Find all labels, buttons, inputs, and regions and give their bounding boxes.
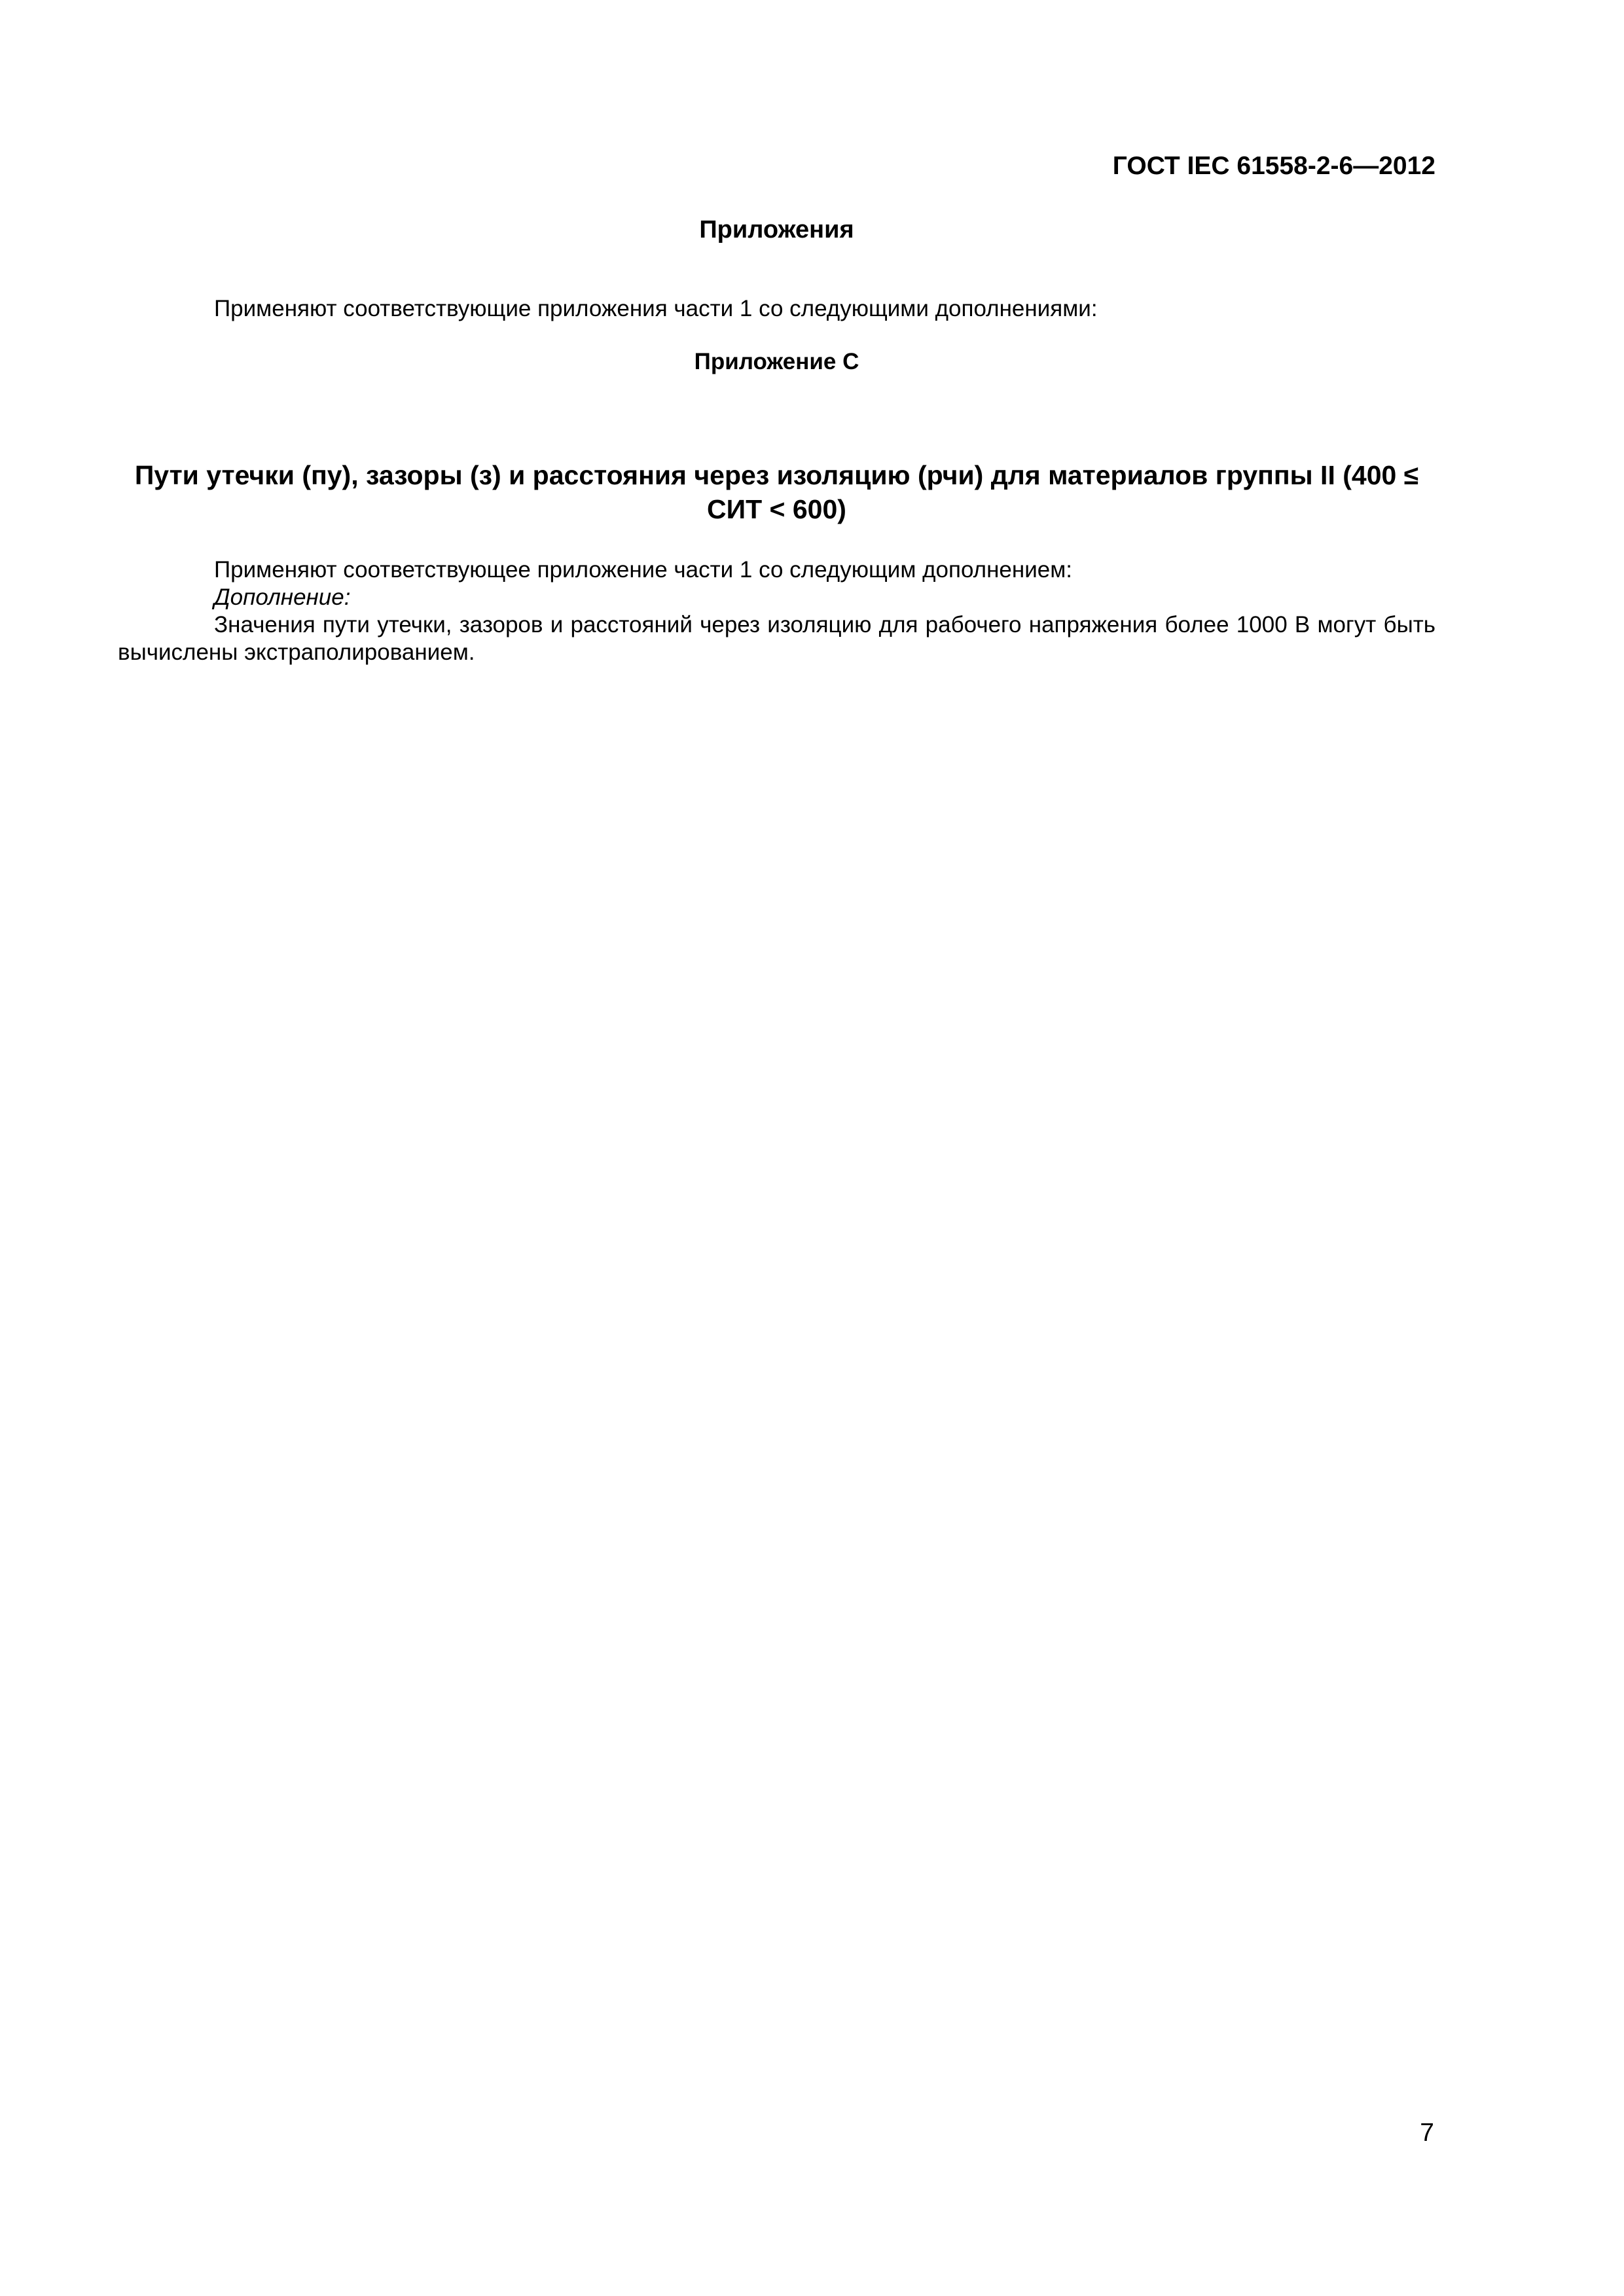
annex-c-body	[118, 556, 1435, 666]
page-number: 7	[1420, 2119, 1434, 2147]
annex-c-paragraph-2: Значения пути утечки, зазоров и расстояний через изоляцию для рабочего напряжения более 1000 В могут быть вычислены экстраполированием.	[118, 612, 1435, 665]
annex-c-paragraph-1: Применяют соответствующее приложение части 1 со следующим дополнением:	[214, 557, 1072, 583]
appendices-title: Приложения	[699, 216, 854, 243]
annex-c-label: Приложение С	[694, 349, 859, 374]
annex-c-addition-label: Дополнение:	[214, 584, 351, 610]
appendices-intro-paragraph: Применяют соответствующие приложения части 1 со следующими дополнениями:	[214, 296, 1098, 321]
annex-c-title: Пути утечки (пу), зазоры (з) и расстояния через изоляцию (рчи) для материалов группы II (400 ≤ СИТ < 600)	[134, 460, 1419, 524]
document-code-header: ГОСТ IEC 61558-2-6—2012	[1112, 152, 1435, 180]
